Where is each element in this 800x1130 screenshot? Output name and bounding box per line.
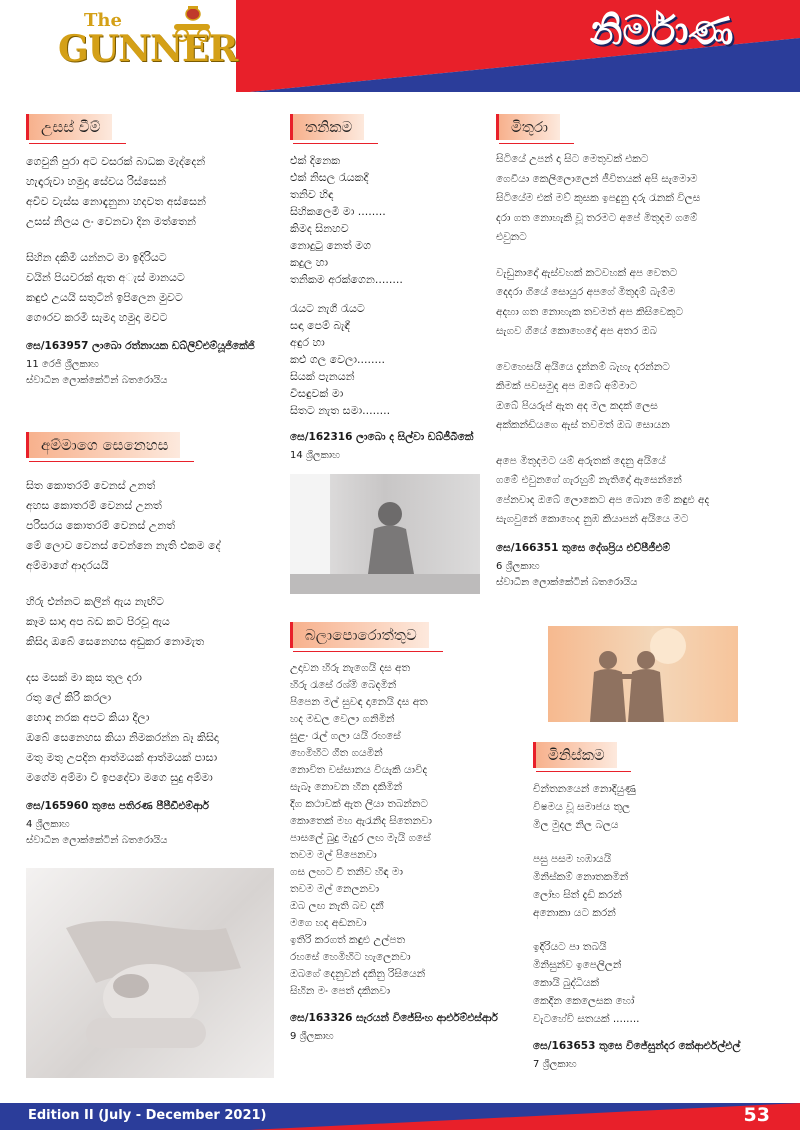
poem-line: හද මඩල වෙලා ගනිමින් <box>290 713 395 725</box>
poem-line: පසු පසම හඹායයි <box>533 853 612 865</box>
poem-line: අනොකා යට කරන් <box>533 907 616 919</box>
poem-line: එක් දිනෙක <box>290 154 341 167</box>
poem-mithura <box>496 114 786 591</box>
poem-title: තනිකම <box>290 114 364 140</box>
poem-line: මගෙ හද අඬනවා <box>290 917 367 929</box>
poem-line: දස මසක් මා කුස තුල දරා <box>26 671 142 684</box>
poem-line: එක් නිසල රැයකදී <box>290 171 369 184</box>
poem-title: අම්මාගෙ සෙනෙහස <box>26 432 180 458</box>
poem-line: සිටියේ උපන් දා සිට මෙතුවක් එකට <box>496 153 649 165</box>
poem-line: අදහා ගත නොහැක තවමත් අප කිසිවෙකුට <box>496 305 683 318</box>
poem-line: කිමක් පවසමුද අප ඔබේ අම්මාට <box>496 380 637 392</box>
author-location: ස්වාධීන ලොක්කේටින් බතරොයිය <box>26 835 168 846</box>
author-unit: 11 රෙජි ශ්‍රීලකාහ <box>26 359 99 370</box>
poem-line: හෙමිහිට ගීත ගයමින් <box>290 747 383 759</box>
author-id: සෙ/163653 තුසෙ විජේසුන්දර කේආර්එල්එල් <box>533 1040 741 1052</box>
poem-line: ඉතිරි කරගත් කඳුළු උල්පත <box>290 934 406 946</box>
page-number: 53 <box>743 1104 770 1126</box>
poem-line: විසඳුවක් මා <box>290 387 344 400</box>
author-unit: 6 ශ්‍රීලකාහ <box>496 560 540 572</box>
poem-body <box>26 152 276 328</box>
poem-line: පේනවාද ඔබේ ලොකෙට අප බොන මේ කඳුළු අද <box>496 493 710 506</box>
poem-line: ඔබගේ දෙනුවන් දකිනු රිසියෙන් <box>290 968 426 980</box>
poem-body <box>533 780 793 1028</box>
poem-line: ගෙවුනි පුරා අට වසරක් බාධක මැද්දෙන් <box>26 155 206 168</box>
poem-line: රහසේ හෙමිහිට හැලෙනවා <box>290 951 411 963</box>
poem-line: දිග කථාවක් ඇත ලියා තබන්නට <box>290 798 428 810</box>
poem-line: නොවිත වස්සානය වියැකි යාවිද <box>290 764 428 776</box>
poem-line: වැටහේවි සතයක් ........ <box>533 1013 640 1025</box>
poem-minissakama <box>533 742 793 1073</box>
poem-body <box>290 152 490 419</box>
poem-line: කඳුළු උයයි සතුටින් ඉපිලෙන මුවට <box>26 291 183 304</box>
author-unit: 7 ශ්‍රීලකාහ <box>533 1059 577 1070</box>
poem-title: මිනිස්කම <box>533 742 617 768</box>
poem-line: විෂමය වූ සමාජය තුල <box>533 801 631 813</box>
poem-line: රැයට නැගී රැයට <box>290 302 365 315</box>
poem-line: අපෙ මිතුදමට යම් අරුතක් දෙනු අයියේ <box>496 454 666 467</box>
poem-body <box>290 660 530 1000</box>
poem-line: සැගවුනේ කොහෙද නුඹ කියාපන් අයියෙ මට <box>496 513 689 525</box>
poem-line: සිතට නැත සමා........ <box>290 404 391 417</box>
poem-line: නොදුටු නෙත් මග <box>290 239 371 252</box>
author-id: සෙ/165960 තුසෙ පතිරණ පීපීඩීඑම්ආර් <box>26 800 210 812</box>
author-unit: 14 ශ්‍රීලකාහ <box>290 450 340 461</box>
poem-line: අවිව වැස්ස නොඳැනුනා හදවත අස්සෙන් <box>26 195 206 208</box>
author-id: සෙ/162316 ලාබො ද සිල්වා ඩබ්ජීබීකේ <box>290 431 474 443</box>
author-unit: 9 ශ්‍රීලකාහ <box>290 1031 334 1042</box>
poem-line: ලෝභ සිත් දැඩි කරන් <box>533 889 622 901</box>
poem-line: හැඳෑරුවා හමුදා සේවය රිස්සෙන් <box>26 175 167 188</box>
poem-line: පිපෙන මල් සුවඳ දානෙයි දස අත <box>290 696 428 708</box>
poem-upasas <box>26 114 276 389</box>
poem-line: උදාවන හිරු නැගෙයි දස අත <box>290 662 411 674</box>
poem-line: තනිව හිඳ <box>290 188 334 201</box>
poem-line: වැඩුනාදෝ ඇස්වහක් කටවහක් අප වෙතට <box>496 266 678 279</box>
poem-line: පරිසරය කොතරම් වෙනස් උනත් <box>26 519 176 532</box>
poem-line: කදුල හා <box>290 256 328 269</box>
poem-line: මතු මතු උපදින ආත්මයක් ආත්මයක් පාසා <box>26 751 218 764</box>
poem-line: මිනිස්කම් නොතකමින් <box>533 871 629 883</box>
poem-line: වෙහෙසයි අයියෙ දැන්නම් බැහැ දරන්නට <box>496 360 670 373</box>
poem-line: අහස කොතරම් වෙනස් උනත් <box>26 499 162 512</box>
poem-line: එවුනට <box>496 231 527 243</box>
poem-line: සිත කොතරම් වෙනස් උනත් <box>26 479 156 492</box>
poem-line: ඔබේ පියරුප් ඇත අද මල කදක් ලෙස <box>496 399 658 412</box>
author-id: සෙ/166351 තුසෙ දේශප්‍රිය එච්පීජීඑම් <box>496 541 671 554</box>
poem-line: කොතෙක් මහ ඇරැනිද සිතෙනවා <box>290 815 432 827</box>
poem-line: තවම මල් පිපෙනවා <box>290 849 377 861</box>
poem-ammage <box>26 432 276 849</box>
poem-line: සැබෑ නොවන හීන දකිමින් <box>290 781 403 793</box>
poem-line: අක්කන්ඩියගෙ ඇස් තවමත් ඔබ සොයන <box>496 419 670 431</box>
poem-line: සිටියේම එක් මව් කුසක ඉපදුනු දරු රැනක් විලස <box>496 192 701 204</box>
poem-line: ගෙවීයා කෙලිලොලෙන් ජීවිතයක් අපි සැමොම <box>496 172 698 185</box>
sitting-person-illustration <box>290 474 480 594</box>
poem-line: තවම මල් නෙලනවා <box>290 883 380 895</box>
poem-line: හොඳ නරක අපට කියා දීලා <box>26 711 150 724</box>
poem-thanikama <box>290 114 490 464</box>
poem-line: කිසිදා ඔබේ සෙනෙහස අඩුකර නොමැත <box>26 635 205 648</box>
logo-the: The <box>84 10 122 31</box>
poem-line: දෙදරා ගියේ සොයුර අපගේ මිතුදම් බැම්ම <box>496 286 676 298</box>
poem-line: සිහින දකිමි යන්නට මා ඉදිරියට <box>26 251 167 264</box>
hands-illustration <box>26 868 274 1078</box>
poem-line: ඔබේ සෙනෙහස කියා නිමකරන්න බෑ කිසිදා <box>26 731 219 744</box>
poem-line: මේ ලොව වෙනස් වෙන්නෙ නැති එකම දේ <box>26 539 221 552</box>
poem-line: මගේම අම්මා වී ඉපදේවා මගෙ සුදු අම්මා <box>26 771 213 784</box>
poem-line: ඉදිරියට පා තබයි <box>533 941 607 953</box>
poem-line: අම්මාගේ ආදරයයි <box>26 559 109 572</box>
friends-sunset-illustration <box>548 626 738 722</box>
poem-title: උසස් වීම් <box>26 114 112 140</box>
poem-line: රතු ලේ කිරි කරලා <box>26 691 112 704</box>
poem-line: ගමේ එවුනගේ ගැරහුම් නැතිදෝ ඇසෙන්නේ <box>496 474 682 486</box>
author-location: ස්වාධීන ලොක්කේටින් බතරොයිය <box>26 375 168 386</box>
author-location: ස්වාධීන ලොක්කේටින් බතරොයිය <box>496 576 638 588</box>
poem-line: සියක් පැනයන් <box>290 370 355 383</box>
poem-line: වයින් පියවරක් ඇත අැස් මානයට <box>26 271 185 284</box>
poem-title: මිතුරා <box>496 114 560 140</box>
edition-label: Edition II (July - December 2021) <box>28 1108 267 1123</box>
poem-line: පාසලේ බුදු මැදුර ලඟ මැයි ගසේ <box>290 832 431 844</box>
poem-line: මිනිසුන්ව ඉපෙලිලන් <box>533 959 622 971</box>
poem-line: කෙදින කෙලෙසක හෝ <box>533 995 635 1007</box>
poem-line: උසස් නිලය ලං වෙනවා දින මත්තෙන් <box>26 215 196 228</box>
hands-photo <box>26 868 274 1078</box>
poem-line: කොයි බුද්ධියක් <box>533 977 600 989</box>
poem-body <box>26 476 276 788</box>
friends-sunset-photo <box>548 626 738 722</box>
section-title: නිර්මාණ <box>590 8 734 54</box>
poem-line: ඔබ ලඟ නැති බව දනී <box>290 900 384 912</box>
poem-line: මිල මුදල නිල බලය <box>533 819 619 831</box>
poem-line: අඳුර හා <box>290 336 325 349</box>
author-id: සෙ/163326 සැරයන් විජේසිංහ ආර්එම්එස්ආර් <box>290 1012 498 1024</box>
poem-line: සුළං රැල් ගලා යයි රහසේ <box>290 730 401 742</box>
poem-line: හිරු රැසේ රශ්මි බෙදමින් <box>290 679 397 691</box>
poem-line: සැගව ගියේ කොහෙදෝ අප අතර ඔබ <box>496 325 657 337</box>
poem-line: දරා ගත නොහැකි වූ තරමට අපේ මිතුදම ගමේ <box>496 211 698 224</box>
poem-line: කෑම සාදා අප බඩ කට පිරවූ ඇය <box>26 615 170 628</box>
poem-balaporoththuwa <box>290 622 530 1045</box>
poem-line: ගෞරව කරමි සැමදා හමුදා මවට <box>26 311 168 324</box>
poem-title: බලාපොරොත්තුව <box>290 622 429 648</box>
poem-line: තනිකම අරක්ගෙන........ <box>290 273 403 286</box>
poem-line: හිරු එන්නට කලින් ඇය නැඟිට <box>26 595 164 608</box>
poem-line: චින්තනයෙන් නොදියුණු <box>533 783 636 795</box>
author-id: සෙ/163957 ලාබො රත්නායක ඩබ්ලිව්එම්යූජිකේජි <box>26 340 255 352</box>
poem-line: සඳා පෙම් බැඳී <box>290 319 350 332</box>
author-unit: 4 ශ්‍රීලකාහ <box>26 819 70 830</box>
poem-line: කිමද සිනහව <box>290 222 349 235</box>
sitting-person-photo <box>290 474 480 594</box>
page-header <box>0 0 800 92</box>
poem-line: කළු ගල වෙලා........ <box>290 353 386 366</box>
poem-line: සිහින මං පෙත් දකිනවා <box>290 985 391 997</box>
logo-gunner: GUNNER <box>58 28 238 70</box>
poem-line: ගස ලඟට වී තනිව හිඳ මා <box>290 866 403 878</box>
poem-body <box>496 150 786 530</box>
poem-line: සිහිකලෙමි මා ........ <box>290 205 386 218</box>
